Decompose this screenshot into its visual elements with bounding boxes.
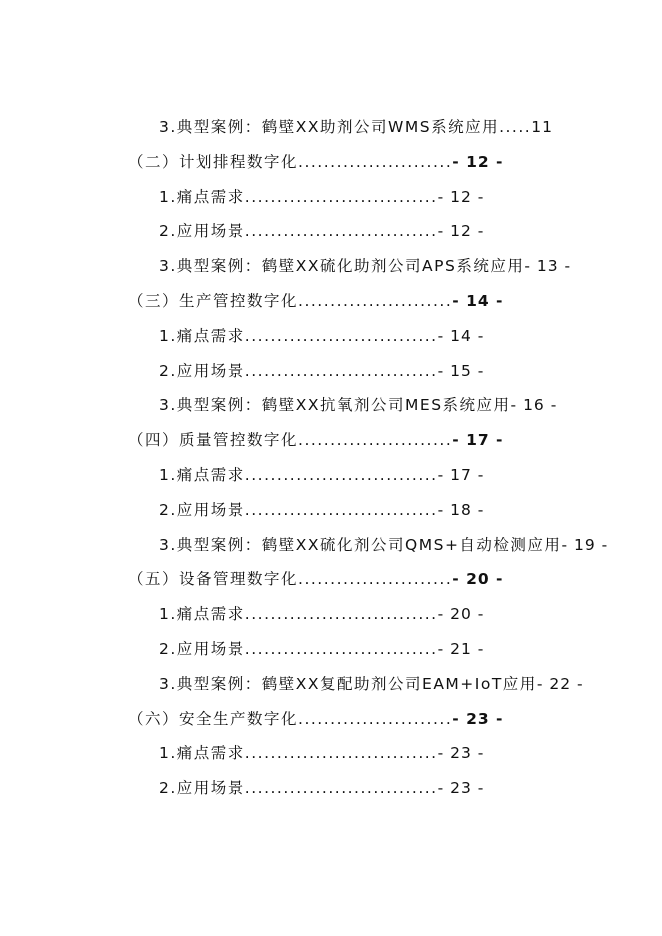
toc-entry[interactable] bbox=[0, 149, 662, 184]
toc-entry[interactable] bbox=[0, 462, 662, 497]
toc-page-number: - 23 - bbox=[437, 744, 485, 763]
toc-leader: .............................. bbox=[244, 779, 438, 798]
toc-page-number: - 12 - bbox=[437, 187, 485, 206]
toc-page-number: - 20 - bbox=[437, 605, 485, 624]
toc-page-number: - 19 - bbox=[561, 535, 609, 554]
toc-page-number: - 14 - bbox=[437, 326, 485, 345]
toc-entry[interactable] bbox=[0, 218, 662, 253]
toc-entry-title: 1.痛点需求 bbox=[159, 187, 245, 206]
toc-entry-title: 2.应用场景 bbox=[159, 639, 245, 658]
toc-leader: ........................ bbox=[298, 291, 453, 310]
toc-page-number: - 16 - bbox=[510, 396, 558, 415]
toc-entry[interactable] bbox=[0, 114, 662, 149]
toc-leader: ..... bbox=[499, 118, 532, 136]
toc-page-number: - 15 - bbox=[437, 361, 485, 380]
toc-entry-title: 2.应用场景 bbox=[159, 361, 245, 380]
toc-entry[interactable] bbox=[0, 775, 662, 810]
toc-page-number: - 12 - bbox=[437, 222, 485, 241]
toc-page-number: - 17 - bbox=[452, 431, 504, 450]
toc-leader: ........................ bbox=[298, 570, 453, 589]
toc-leader: .............................. bbox=[244, 222, 438, 241]
toc-leader: .............................. bbox=[244, 187, 438, 206]
toc-leader: .............................. bbox=[244, 744, 438, 763]
toc-page-number: 11 bbox=[531, 118, 553, 136]
toc-entry[interactable] bbox=[0, 427, 662, 462]
toc-entry-title: （六）安全生产数字化 bbox=[128, 709, 299, 728]
toc-page-number: - 13 - bbox=[524, 257, 572, 276]
toc-entry-title: （五）设备管理数字化 bbox=[128, 570, 299, 589]
toc-entry-title: 3.典型案例：鹤壁XX复配助剂公司EAM+IoT应用 bbox=[159, 674, 537, 693]
toc-entry[interactable] bbox=[0, 740, 662, 775]
toc-leader: .............................. bbox=[244, 500, 438, 519]
toc-leader: .............................. bbox=[244, 605, 438, 624]
toc-page-number: - 22 - bbox=[536, 674, 584, 693]
toc-entry-title: 3.典型案例：鹤壁XX硫化助剂公司APS系统应用 bbox=[159, 257, 525, 276]
toc-entry[interactable] bbox=[0, 601, 662, 636]
toc-page-number: - 23 - bbox=[437, 779, 485, 798]
toc-entry[interactable] bbox=[0, 706, 662, 741]
toc-entry-title: 2.应用场景 bbox=[159, 500, 245, 519]
toc-entry[interactable] bbox=[0, 184, 662, 219]
toc-entry[interactable] bbox=[0, 358, 662, 393]
toc-page-number: - 18 - bbox=[437, 500, 485, 519]
toc-entry[interactable] bbox=[0, 392, 662, 427]
toc-entry-title: 2.应用场景 bbox=[159, 222, 245, 241]
toc-entry-title: 2.应用场景 bbox=[159, 779, 245, 798]
toc-entry[interactable] bbox=[0, 253, 662, 288]
toc-entry-title: 1.痛点需求 bbox=[159, 605, 245, 624]
toc-entry[interactable] bbox=[0, 497, 662, 532]
toc-entry-title: 1.痛点需求 bbox=[159, 744, 245, 763]
toc-entry-title: （四）质量管控数字化 bbox=[128, 431, 299, 450]
toc-page-number: - 23 - bbox=[452, 709, 504, 728]
toc-page-number: - 14 - bbox=[452, 291, 504, 310]
toc-entry-title: 1.痛点需求 bbox=[159, 326, 245, 345]
toc-page-number: - 17 - bbox=[437, 465, 485, 484]
toc-leader: .............................. bbox=[244, 326, 438, 345]
toc-leader: .............................. bbox=[244, 465, 438, 484]
toc-entry-title: 3.典型案例：鹤壁XX抗氧剂公司MES系统应用 bbox=[159, 396, 511, 415]
toc-leader: ........................ bbox=[298, 431, 453, 450]
toc-entry[interactable] bbox=[0, 671, 662, 706]
toc-entry-title: 3.典型案例：鹤壁XX助剂公司WMS系统应用 bbox=[159, 118, 500, 136]
toc-entry[interactable] bbox=[0, 288, 662, 323]
table-of-contents bbox=[0, 114, 662, 810]
toc-entry-title: 3.典型案例：鹤壁XX硫化剂公司QMS+自动检测应用 bbox=[159, 535, 562, 554]
toc-entry-title: （二）计划排程数字化 bbox=[128, 152, 299, 171]
toc-leader: ........................ bbox=[298, 709, 453, 728]
toc-entry[interactable] bbox=[0, 636, 662, 671]
toc-entry[interactable] bbox=[0, 566, 662, 601]
toc-page-number: - 12 - bbox=[452, 152, 504, 171]
toc-entry-title: （三）生产管控数字化 bbox=[128, 291, 299, 310]
toc-entry[interactable] bbox=[0, 532, 662, 567]
toc-leader: ........................ bbox=[298, 152, 453, 171]
toc-page-number: - 21 - bbox=[437, 639, 485, 658]
toc-page-number: - 20 - bbox=[452, 570, 504, 589]
toc-leader: .............................. bbox=[244, 361, 438, 380]
toc-entry[interactable] bbox=[0, 323, 662, 358]
toc-leader: .............................. bbox=[244, 639, 438, 658]
toc-entry-title: 1.痛点需求 bbox=[159, 465, 245, 484]
